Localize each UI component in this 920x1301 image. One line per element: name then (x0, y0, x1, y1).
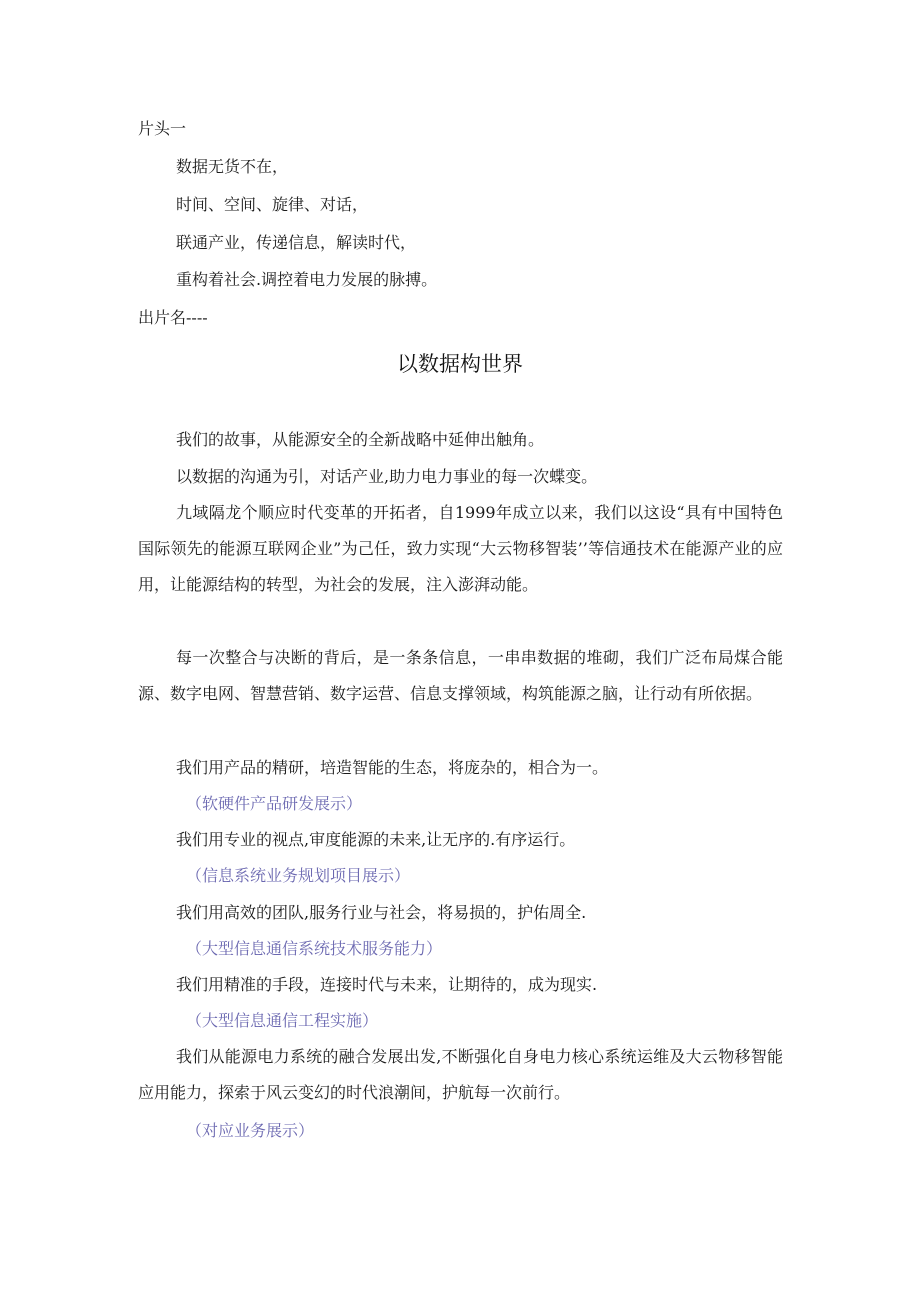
section-text-services: 我们用高效的团队,服务行业与社会，将易损的，护佑周全. (176, 903, 587, 922)
section-note-products: （软硬件产品研发展示） (186, 794, 363, 813)
title-cue-label: 出片名---- (138, 308, 208, 327)
section-note-engineering: （大型信息通信工程实施） (186, 1011, 379, 1030)
section-note-services: （大型信息通信系统技术服务能力） (186, 939, 443, 958)
section-text-products: 我们用产品的精研，培造智能的生态，将庞杂的，相合为一。 (176, 758, 609, 777)
story-paragraph-2: 每一次整合与决断的背后，是一条条信息，一串串数据的堆砌，我们广泛布局煤合能源、数字电网、智慧营销、数字运营、信息支撑领域，构筑能源之脑，让行动有所依据。 (138, 648, 783, 703)
page-title: 以数据构世界 (397, 352, 523, 376)
opening-label: 片头一 (138, 119, 187, 138)
opening-line-4: 重构着社会.调控着电力发展的脉搏。 (176, 270, 438, 289)
closing-note: （对应业务展示） (186, 1121, 315, 1140)
section-text-planning: 我们用专业的视点,审度能源的未来,让无序的.有序运行。 (176, 830, 576, 849)
closing-paragraph: 我们从能源电力系统的融合发展出发,不断强化自身电力核心系统运维及大云物移智能应用能力，探索于风云变幻的时代浪潮间，护航每一次前行。 (138, 1047, 783, 1102)
opening-line-2: 时间、空间、旋律、对话， (176, 195, 369, 214)
section-text-engineering: 我们用精准的手段，连接时代与未来，让期待的，成为现实. (176, 975, 598, 994)
section-note-planning: （信息系统业务规划项目展示） (186, 866, 411, 885)
opening-line-1: 数据无货不在， (176, 157, 289, 176)
story-paragraph-1: 九域隔龙个顺应时代变革的开拓者，自1999年成立以来，我们以这设“具有中国特色国际领先的能源互联网企业”为己任，致力实现“大云物移智装’’等信通技术在能源产业的应用，让能源结构的转型，为社会的发展，注入澎湃动能。 (138, 503, 783, 594)
opening-line-3: 联通产业，传递信息，解读时代， (176, 233, 417, 252)
story-line-2: 以数据的沟通为引，对话产业,助力电力事业的每一次蝶变。 (176, 467, 598, 486)
story-line-1: 我们的故事，从能源安全的全新战略中延伸出触角。 (176, 430, 545, 449)
